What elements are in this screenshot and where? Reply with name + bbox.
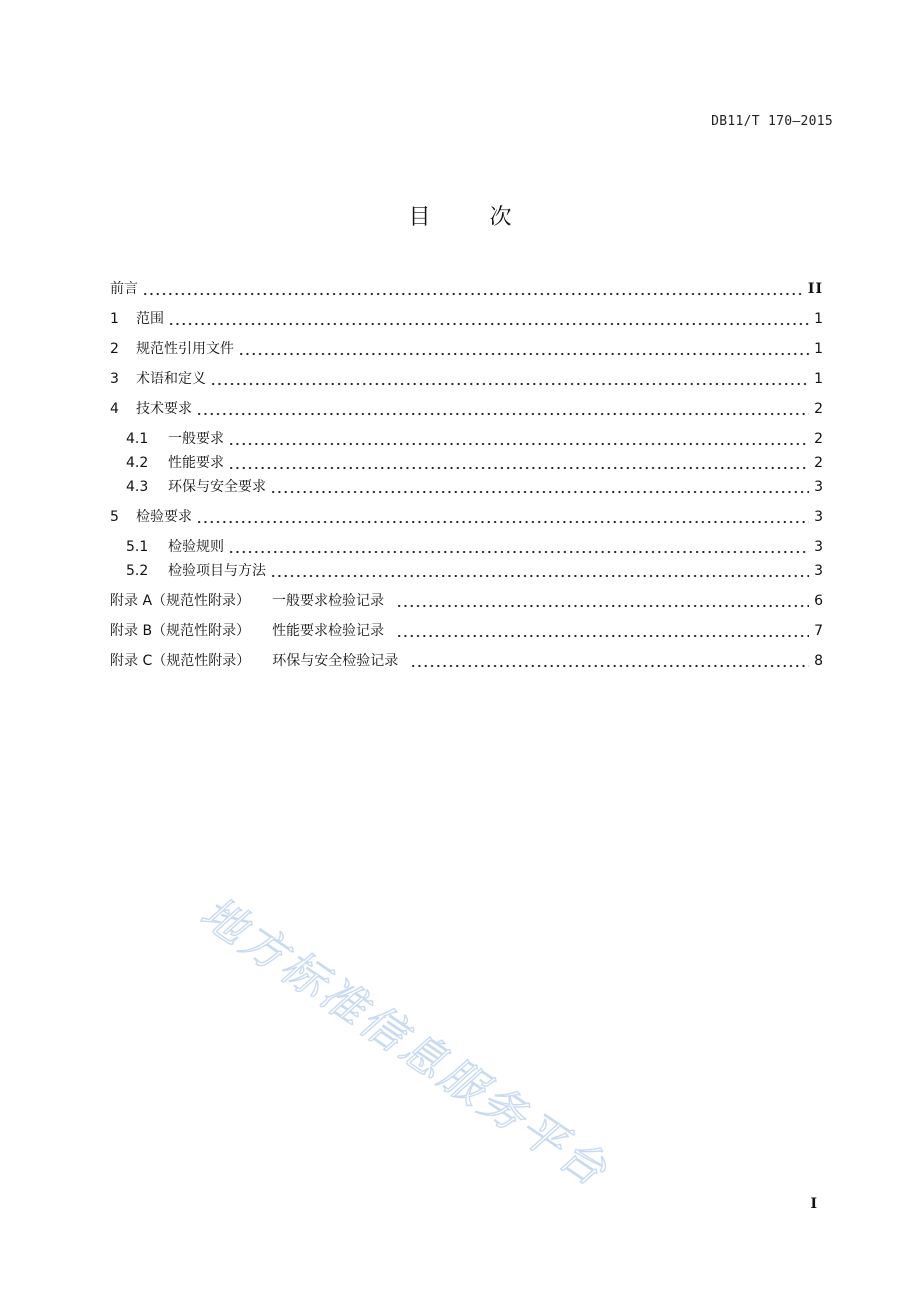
toc-entry-page: 3 [814, 509, 823, 525]
toc-entry-number: 3 [110, 371, 119, 387]
dot-leader [228, 537, 809, 557]
toc-entry-label: 附录 C（规范性附录） [110, 653, 251, 669]
standard-code: DB11/T 170—2015 [711, 114, 833, 129]
toc-entry-page: 1 [814, 311, 823, 327]
toc-entry-appendix-b[interactable] [110, 621, 823, 641]
toc-entry-preface[interactable] [110, 279, 823, 299]
watermark: 地方标准信息服务平台 [191, 887, 618, 1198]
toc-entry-subtitle: 环保与安全检验记录 [272, 653, 399, 669]
toc-entry-number: 4 [110, 401, 119, 417]
toc-entry-page: 7 [814, 623, 823, 639]
toc-entry-label: 技术要求 [136, 401, 192, 417]
dot-leader [228, 429, 809, 449]
toc-entry-page: 3 [814, 563, 823, 579]
page-title: 目 次 [408, 205, 538, 230]
toc-entry-label: 一般要求 [168, 431, 224, 447]
toc-entry-label: 性能要求 [168, 455, 224, 471]
dot-leader [210, 369, 809, 389]
toc-entry-number: 4.2 [126, 455, 149, 471]
toc-entry-number: 2 [110, 341, 119, 357]
toc-entry-5-2[interactable] [126, 561, 823, 581]
dot-leader [196, 507, 809, 527]
toc-entry-page: 2 [814, 455, 823, 471]
toc-entry-label: 环保与安全要求 [168, 479, 266, 495]
toc-entry-label: 范围 [136, 311, 164, 327]
toc-entry-4-2[interactable] [126, 453, 823, 473]
toc-entry-number: 4.1 [126, 431, 149, 447]
toc-entry-4[interactable] [110, 399, 823, 419]
toc-entry-label: 前言 [110, 281, 138, 297]
toc-entry-3[interactable] [110, 369, 823, 389]
toc-entry-number: 5.2 [126, 563, 149, 579]
toc-entry-subtitle: 性能要求检验记录 [272, 623, 385, 639]
toc-entry-number: 4.3 [126, 479, 149, 495]
toc-entry-4-1[interactable] [126, 429, 823, 449]
dot-leader [396, 621, 809, 641]
toc-entry-page: 2 [814, 401, 823, 417]
dot-leader [410, 651, 809, 671]
dot-leader [196, 399, 809, 419]
toc-entry-page: 2 [814, 431, 823, 447]
toc-entry-label: 附录 A（规范性附录） [110, 593, 251, 609]
toc-entry-4-3[interactable] [126, 477, 823, 497]
toc-entry-number: 5 [110, 509, 119, 525]
toc-entry-page: 1 [814, 341, 823, 357]
dot-leader [270, 561, 809, 581]
toc-entry-5[interactable] [110, 507, 823, 527]
toc-entry-appendix-a[interactable] [110, 591, 823, 611]
dot-leader [168, 309, 809, 329]
toc-entry-page: 3 [814, 479, 823, 495]
dot-leader [142, 279, 804, 299]
toc-entry-label: 检验要求 [136, 509, 192, 525]
toc-entry-page: II [807, 281, 823, 297]
toc-entry-subtitle: 一般要求检验记录 [272, 593, 385, 609]
toc-entry-number: 5.1 [126, 539, 149, 555]
toc-entry-page: 3 [814, 539, 823, 555]
toc-entry-label: 附录 B（规范性附录） [110, 623, 251, 639]
toc-entry-label: 术语和定义 [136, 371, 206, 387]
toc-entry-1[interactable] [110, 309, 823, 329]
dot-leader [270, 477, 809, 497]
dot-leader [396, 591, 809, 611]
toc-entry-5-1[interactable] [126, 537, 823, 557]
toc-entry-page: 6 [814, 593, 823, 609]
toc-entry-label: 检验规则 [168, 539, 224, 555]
toc-entry-2[interactable] [110, 339, 823, 359]
toc-entry-label: 检验项目与方法 [168, 563, 266, 579]
dot-leader [228, 453, 809, 473]
toc-entry-number: 1 [110, 311, 119, 327]
page-number: I [810, 1196, 817, 1212]
dot-leader [238, 339, 809, 359]
toc-entry-appendix-c[interactable] [110, 651, 823, 671]
toc-entry-label: 规范性引用文件 [136, 341, 234, 357]
toc-entry-page: 8 [814, 653, 823, 669]
toc-entry-page: 1 [814, 371, 823, 387]
